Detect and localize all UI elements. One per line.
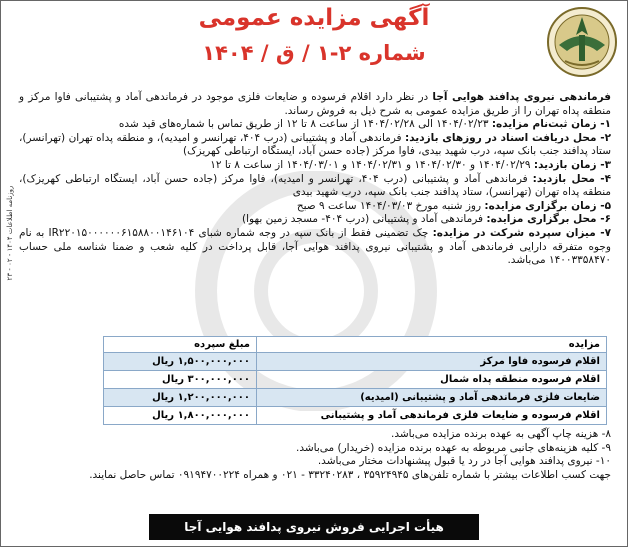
table-row	[104, 353, 607, 371]
row-item: ضایعات فلزی فرماندهی آماد و پشتیبانی (امیدیه)	[257, 389, 607, 407]
item-label: ۳- زمان بازدید:	[533, 158, 611, 171]
note-item: ۸- هزینه چاپ آگهی به عهده برنده مزایده می‌باشد.	[391, 428, 611, 440]
row-item: اقلام فرسوده و ضایعات فلزی فرماندهی آماد و پشتیبانی	[257, 407, 607, 425]
row-amount: ۱,۵۰۰,۰۰۰,۰۰۰ ریال	[104, 353, 257, 371]
row-item: اقلام فرسوده فاوا مرکز	[257, 353, 607, 371]
intro-text: در نظر دارد اقلام فرسوده و ضایعات فلزی موجود در فرماندهی آماد و پشتیبانی فاوا مرکز و منطقه پداه تهران را از طریق مزایده عمومی به شرح ذیل به فروش رساند.	[19, 91, 611, 117]
list-item	[19, 200, 611, 214]
row-item: اقلام فرسوده منطقه پداه شمال	[257, 371, 607, 389]
item-text: فرماندهی آماد و پشتیبانی (درب ۴۰۴، تهرانسر و امیدیه)، و منطقه پداه تهران (تهرانسر)، ستاد پدافند جنب بانک سپه، درب شهید بیدی، فاوا مرکز (جاده حسن آباد، ایستگاه ارتباطی کهریزک)	[19, 131, 611, 158]
column-header-item: مزایده	[257, 337, 607, 353]
page-title: آگهی مزایده عمومی	[198, 5, 430, 31]
intro-paragraph	[19, 91, 611, 118]
table-row	[104, 389, 607, 407]
item-label: ۱- زمان ثبت‌نام مزایده:	[491, 118, 611, 131]
contact-info: جهت کسب اطلاعات بیشتر با شماره تلفن‌های ۳۵۹۲۴۹۴۵ ، ۳۳۲۴۰۲۸۳ - ۰۲۱ و همراه ۰۹۱۹۴۷۰۰۲۲۴ تماس حاصل نمایند.	[89, 468, 611, 481]
table-row	[104, 407, 607, 425]
list-item	[19, 227, 611, 268]
item-label: ۷- میزان سپرده شرکت در مزایده:	[432, 226, 611, 239]
auction-number: شماره ۲-۱ / ق / ۱۴۰۴	[202, 41, 426, 65]
side-note	[3, 151, 17, 321]
notes-section	[19, 428, 611, 482]
intro-organization: فرماندهی نیروی پدافند هوایی آجا	[432, 91, 611, 103]
list-item	[19, 159, 611, 173]
item-label: ۵- زمان برگزاری مزایده:	[484, 199, 611, 212]
table-row	[104, 371, 607, 389]
item-text: فرماندهی آماد و پشتیبانی (درب ۴۰۴، تهرانسر و امیدیه)، فاوا مرکز (جاده حسن آباد، ایستگاه ارتباطی کهریزک)، منطقه پداه تهران (تهرانسر)، ستاد پدافند جنب بانک سپه، درب شهید بیدی	[19, 172, 611, 199]
announcement-body	[19, 91, 611, 268]
item-text: ۱۴۰۴/۰۲/۲۳ الی ۱۴۰۴/۰۲/۲۸ از ساعت ۸ تا ۱۲ از طریق تماس با شماره‌های قید شده	[118, 118, 492, 131]
list-item	[19, 118, 611, 132]
table-header-row	[104, 337, 607, 353]
column-header-amount: مبلغ سپرده	[104, 337, 257, 353]
item-text: چک تضمینی فقط از بانک سپه در وجه شماره شبای IR۲۲۰۱۵۰۰۰۰۰۰۶۱۵۸۸۰۰۱۴۶۱۰۴ به نام وجوه متفرقه دارایی فرماندهی آماد و پشتیبانی نیروی پدافند هوایی آجا، قابل پرداخت در کلیه شعب و ضمنا شناسه ملی حساب ۱۴۰۰۳۳۵۸۴۷۰ می‌باشد.	[19, 226, 611, 267]
item-text: روز شنبه مورخ ۱۴۰۴/۰۳/۰۳ ساعت ۹ صبح	[296, 199, 485, 212]
list-item	[19, 173, 611, 200]
item-label: ۶- محل برگزاری مزایده:	[486, 213, 611, 226]
row-amount: ۱,۸۰۰,۰۰۰,۰۰۰ ریال	[104, 407, 257, 425]
side-note-text: روزنامه اطلاعات ۱۴۰۴ - ۰۲ - ۲۳	[6, 185, 14, 281]
note-item: ۹- کلیه هزینه‌های جانبی مربوطه به عهده برنده مزایده (خریدار) می‌باشد.	[295, 441, 611, 454]
note-item: ۱۰- نیروی پدافند هوایی آجا در رد یا قبول پیشنهادات مختار می‌باشد.	[317, 455, 611, 468]
row-amount: ۳۰۰,۰۰۰,۰۰۰ ریال	[104, 371, 257, 389]
row-amount: ۱,۲۰۰,۰۰۰,۰۰۰ ریال	[104, 389, 257, 407]
footer-signature: هیأت اجرایی فروش نیروی پدافند هوایی آجا	[149, 514, 479, 540]
deposit-table	[103, 336, 607, 425]
item-text: ۱۴۰۴/۰۲/۲۹ و ۱۴۰۴/۰۲/۳۰ و ۱۴۰۴/۰۲/۳۱ و ۱۴۰۴/۰۳/۰۱ از ساعت ۸ تا ۱۲	[210, 158, 534, 171]
list-item	[19, 213, 611, 227]
item-label: ۴- محل بازدید:	[532, 172, 611, 185]
list-item	[19, 132, 611, 159]
item-label: ۲- محل دریافت اسناد در روزهای بازدید:	[405, 131, 611, 144]
item-text: فرماندهی آماد و پشتیبانی (درب ۴۰۴- مسجد زمین بهوا)	[242, 213, 487, 226]
